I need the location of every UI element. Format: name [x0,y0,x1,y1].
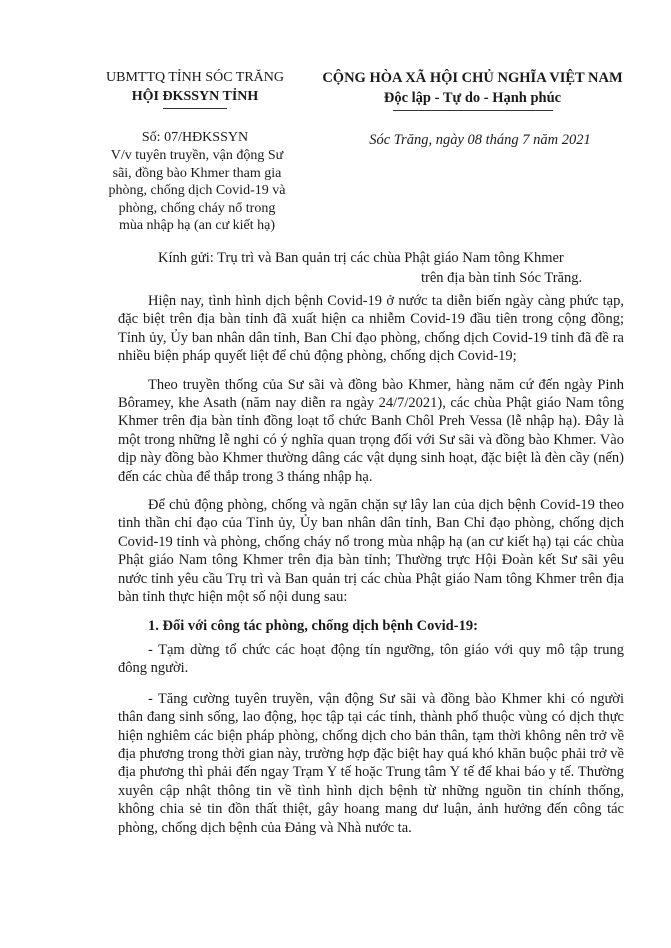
document-subject: V/v tuyên truyền, vận động Sư sãi, đồng bào Khmer tham gia phòng, chống dịch Covid-19 và phòng, chống cháy nổ trong mùa nhập hạ (an cư kiết hạ) [108,148,286,234]
place-and-date: Sóc Trăng, ngày 08 tháng 7 năm 2021 [369,132,591,148]
country-name: CỘNG HÒA XÃ HỘI CHỦ NGHĨA VIỆT NAM [322,70,623,86]
organization-parent: UBMTTQ TỈNH SÓC TRĂNG [106,70,284,85]
document-number: Số: 07/HĐKSSYN [141,130,249,145]
body-paragraph-3: Để chủ động phòng, chống và ngăn chặn sự lây lan của dịch bệnh Covid-19 theo tinh thần chỉ đạo của Tỉnh ủy, Ủy ban nhân dân tỉnh, Ban Chỉ đạo phòng, chống dịch Covid-19 tỉnh và phòng, chống cháy nổ trong mùa nhập hạ (an cư kiết hạ) tại các chùa Phật giáo Nam tông Khmer trên địa bàn tỉnh; Thường trực Hội Đoàn kết Sư sãi yêu nước tỉnh yêu cầu Trụ trì và Ban quản trị các chùa Phật giáo Nam tông Khmer trên địa bàn tỉnh thực hiện một số nội dung sau: [118,497,624,606]
bullet-item-1: - Tạm dừng tổ chức các hoạt động tín ngưỡng, tôn giáo với quy mô tập trung đông người. [118,641,624,677]
issuing-organization [100,68,290,109]
recipient-line-2: trên địa bàn tỉnh Sóc Trăng. [421,270,583,286]
organization-underline [163,108,227,109]
body-paragraph-1: Hiện nay, tình hình dịch bệnh Covid-19 ở nước ta diễn biến ngày càng phức tạp, đặc biệt trên địa bàn tỉnh đã xuất hiện ca nhiễm Covid-19 đầu tiên trong cộng đồng; Tỉnh ủy, Ủy ban nhân dân tỉnh, Ban Chỉ đạo phòng, chống dịch Covid-19 tỉnh đã đề ra nhiều biện pháp quyết liệt để chủ động phòng, chống dịch Covid-19; [118,293,624,365]
motto-underline [393,110,553,111]
bullet-item-2: - Tăng cường tuyên truyền, vận động Sư sãi và đồng bào Khmer khi có người thân đang sinh sống, lao động, học tập tại các tỉnh, thành phố thuộc vùng có dịch thực hiện nghiêm các biện pháp phòng, chống dịch cho bản thân, tạm thời không nên trở về địa phương trong thời gian này, trường hợp đặc biệt hay quá khó khăn buộc phải trở về địa phương thì phải đến ngay Trạm Y tế hoặc Trung tâm Y tế để khai báo y tế. Thường xuyên cập nhật thông tin về tình hình dịch bệnh từ những nguồn tin chính thống, không chia sẻ tin đồn thất thiệt, gây hoang mang dư luận, ảnh hưởng đến công tác phòng, chống dịch bệnh của Đảng và Nhà nước ta. [118,690,624,836]
recipient-block [158,248,628,288]
national-motto [320,68,625,111]
organization-name: HỘI ĐKSSYN TỈNH [131,89,259,104]
section-1-heading: 1. Đối với công tác phòng, chống dịch bệnh Covid-19: [148,617,478,634]
body-paragraph-2: Theo truyền thống của Sư sãi và đồng bào Khmer, hàng năm cứ đến ngày Pinh Bôramey, khe Asath (năm nay diễn ra ngày 24/7/2021), các chùa Phật giáo Nam tông Khmer trên địa bàn tỉnh đồng loạt tổ chức Banh Chôl Preh Vessa (lễ nhập hạ). Đây là một trong những lễ nghi có ý nghĩa quan trọng đối với Sư sãi và đồng bào Khmer. Vào dịp này đồng bào Khmer thường dâng các vật dụng sinh hoạt, đặc biệt là đèn cầy (nến) đến các chùa để thắp trong 3 tháng nhập hạ. [118,376,624,485]
motto: Độc lập - Tự do - Hạnh phúc [383,90,562,106]
recipient-line-1: Kính gửi: Trụ trì và Ban quản trị các chùa Phật giáo Nam tông Khmer [158,250,564,266]
document-body [118,292,624,849]
